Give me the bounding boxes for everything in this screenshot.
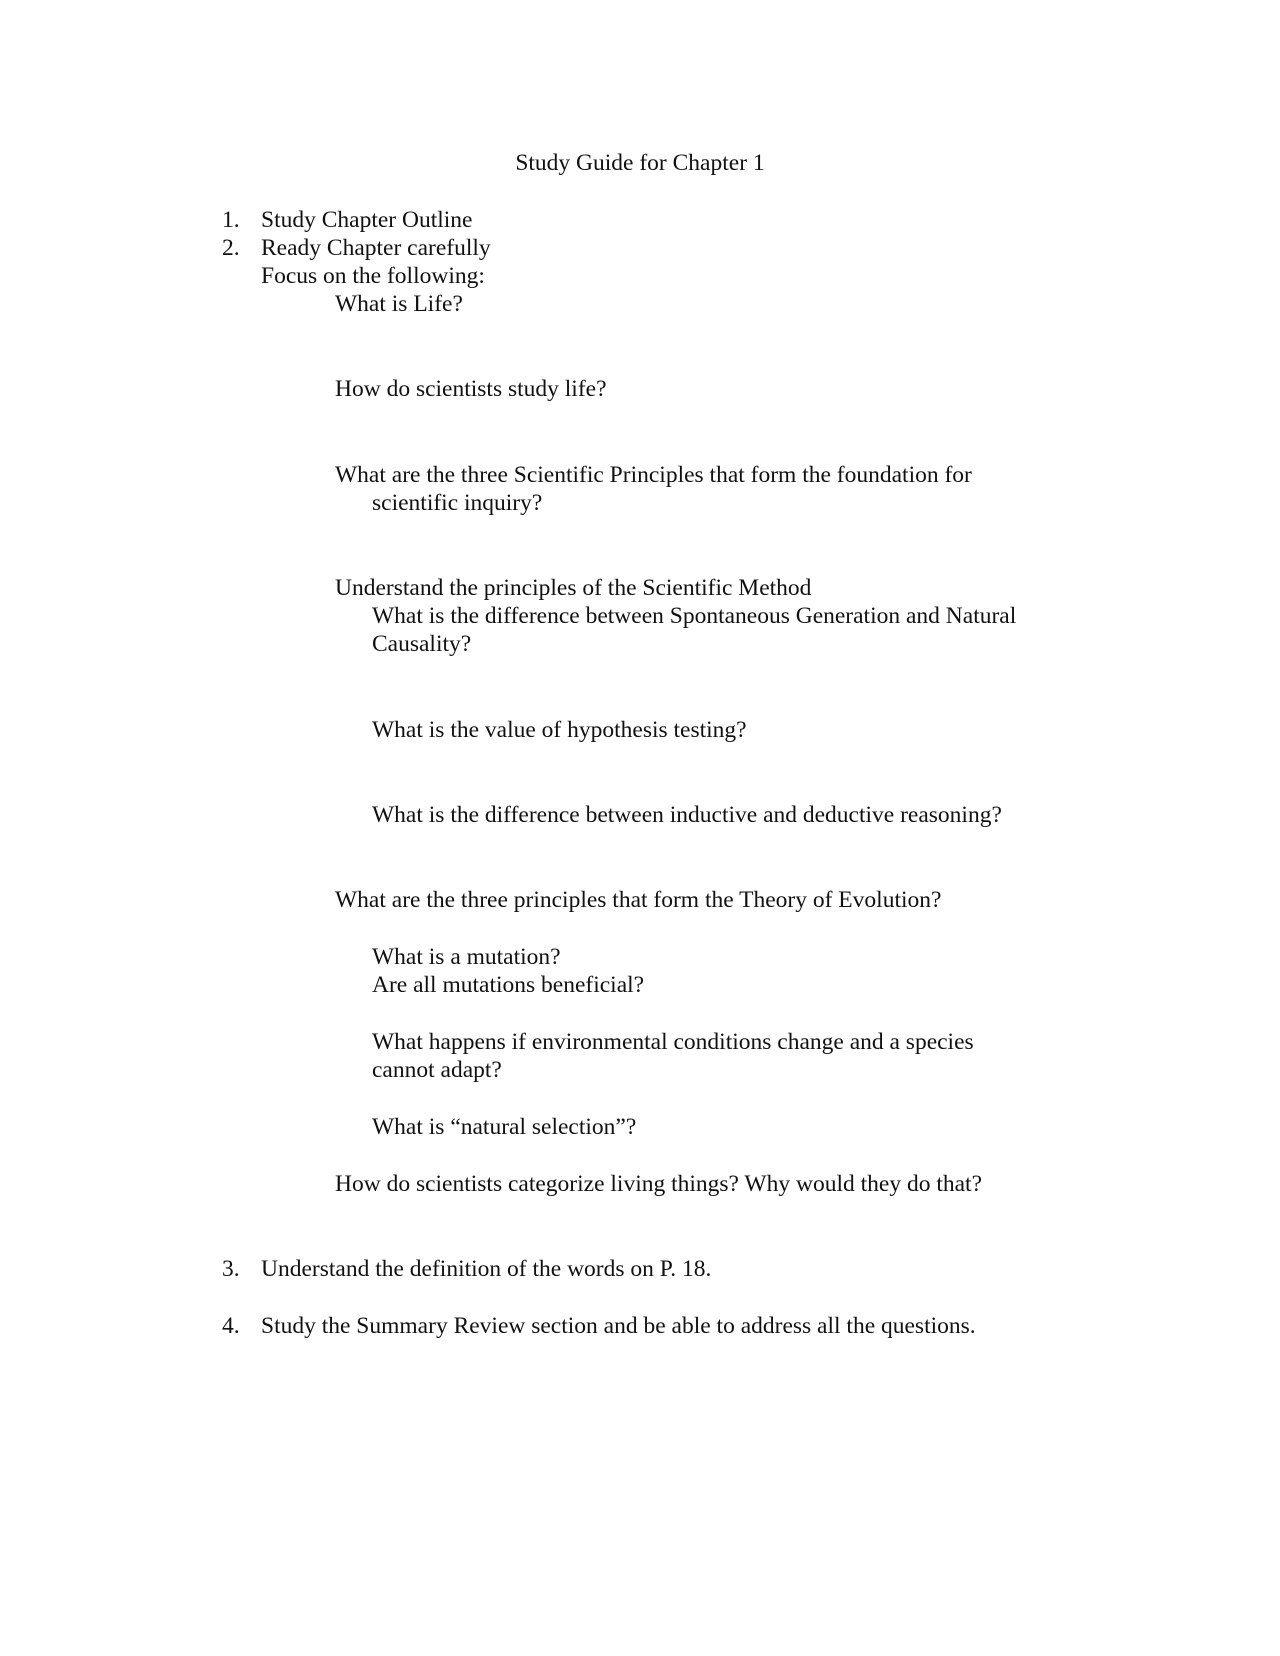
item-3-number: 3. [222,1256,240,1282]
item-2-number: 2. [222,235,240,261]
focus-question-continuation: scientific inquiry? [372,490,543,516]
focus-question: How do scientists categorize living things? Why would they do that? [335,1171,982,1197]
item-3-text: Understand the definition of the words on P. 18. [261,1256,712,1282]
page-title: Study Guide for Chapter 1 [515,150,765,176]
focus-question: What is Life? [335,291,463,317]
item-2-subtext: Focus on the following: [261,263,485,289]
sub-question: What happens if environmental conditions change and a species [372,1029,974,1055]
item-4-text: Study the Summary Review section and be able to address all the questions. [261,1313,976,1339]
section-heading: Understand the principles of the Scientific Method [335,575,812,601]
item-4-number: 4. [222,1313,240,1339]
focus-question: What are the three Scientific Principles that form the foundation for [335,462,972,488]
sub-question: What is the value of hypothesis testing? [372,717,747,743]
item-2-text: Ready Chapter carefully [261,235,491,261]
item-1-number: 1. [222,207,240,233]
sub-question: What is “natural selection”? [372,1114,637,1140]
sub-question: What is the difference between Spontaneous Generation and Natural [372,603,1017,629]
sub-question: What is the difference between inductive and deductive reasoning? [372,802,1002,828]
sub-question: Are all mutations beneficial? [372,972,645,998]
section-heading: What are the three principles that form the Theory of Evolution? [335,887,942,913]
sub-question: What is a mutation? [372,944,561,970]
focus-question: How do scientists study life? [335,376,607,402]
sub-question-continuation: cannot adapt? [372,1057,502,1083]
sub-question-continuation: Causality? [372,631,472,657]
item-1-text: Study Chapter Outline [261,207,473,233]
